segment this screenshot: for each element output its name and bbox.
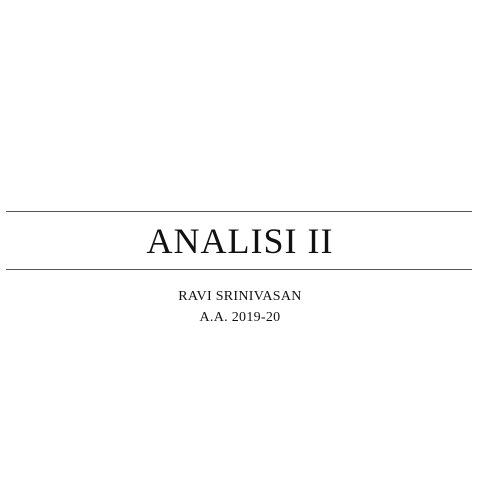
top-rule — [6, 211, 472, 212]
academic-year: A.A. 2019-20 — [199, 310, 281, 325]
author-name: RAVI SRINIVASAN — [178, 289, 302, 304]
document-title: ANALISI II — [146, 221, 334, 261]
bottom-rule — [6, 269, 472, 270]
